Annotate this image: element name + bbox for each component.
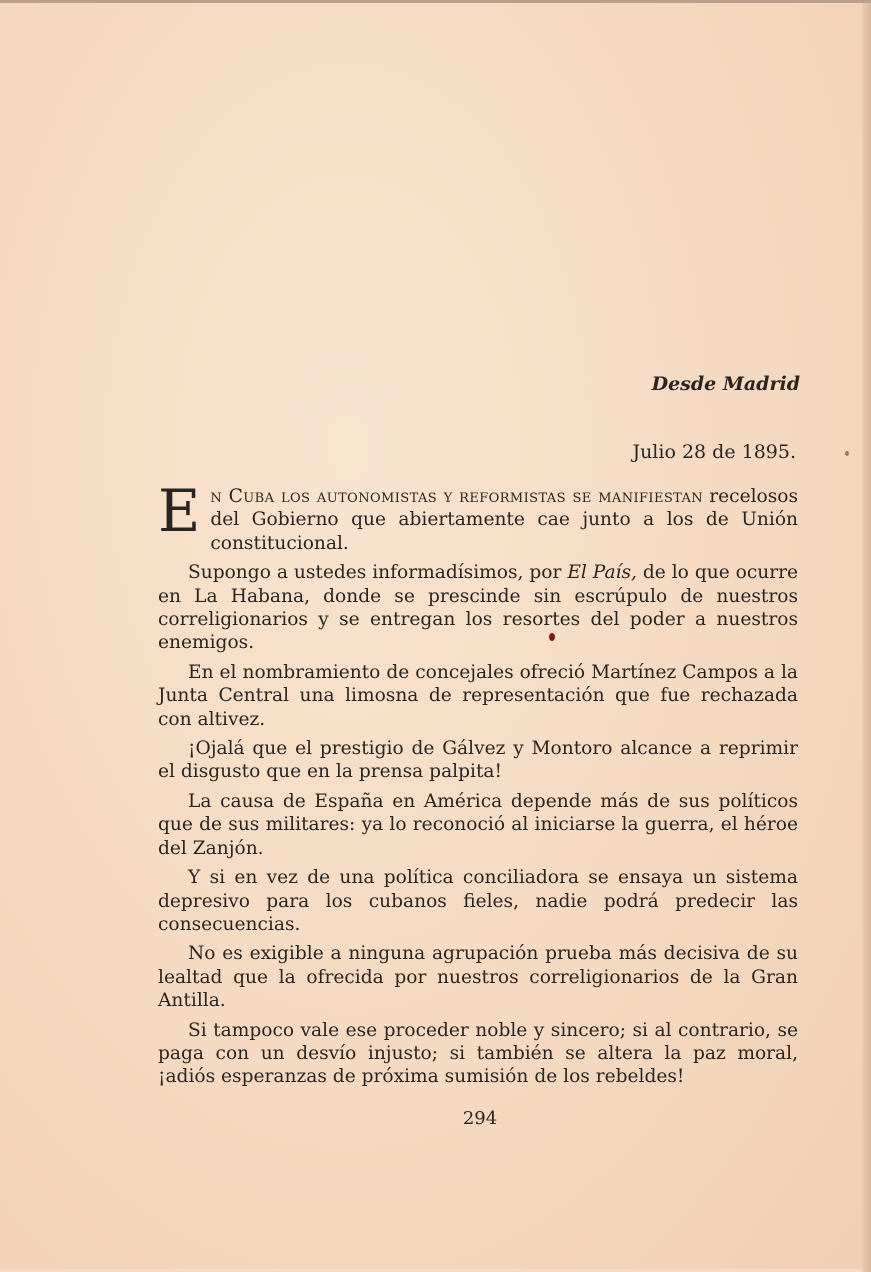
section-heading: Desde Madrid	[651, 373, 800, 395]
paragraph-3: En el nombramiento de concejales ofreció Martínez Campos a la Junta Central una limosna de representación que fue rechazada con altivez.	[158, 661, 798, 730]
paragraph-2	[158, 561, 798, 655]
paragraph-6: Y si en vez de una política conciliadora se ensaya un sistema depresivo para los cubanos fieles, nadie podrá predecir las consecuencias.	[158, 867, 798, 935]
newspaper-title: El País,	[567, 562, 637, 584]
paragraph-7: No es exigible a ninguna agrupación prueba más decisiva de su lealtad que la ofrecida por nuestros correligionarios de la Gran Antilla.	[158, 943, 798, 1012]
opening-smallcaps: n Cuba los autonomistas y reformistas se manifiestan	[210, 486, 704, 507]
page-edge-shadow	[862, 3, 871, 1272]
letter-body	[158, 477, 799, 1095]
drop-cap: E	[158, 477, 201, 545]
paragraph-1	[158, 477, 798, 555]
paragraph-5: La causa de España en América depende más de sus políticos que de sus militares: ya lo reconoció al iniciarse la guerra, el héroe del Zanjón.	[158, 790, 798, 859]
page-number: 294	[462, 1108, 498, 1129]
dateline: Julio 28 de 1895.	[632, 441, 796, 463]
paragraph-4: ¡Ojalá que el prestigio de Gálvez y Montoro alcance a reprimir el disgusto que en la prensa palpita!	[158, 738, 798, 783]
paragraph-1-rest: recelosos del Gobierno que abiertamente cae junto a los de Unión constitucional.	[210, 486, 798, 554]
paragraph-2-before: Supongo a ustedes informadísimos, por	[188, 562, 568, 584]
paragraph-2-after: de lo que ocurre en La Habana, donde se prescinde sin escrúpulo de nuestros correligionarios y se entregan los resortes del poder a nuestros enemigos.	[158, 562, 799, 654]
ink-spot	[845, 451, 849, 456]
paragraph-8: Si tampoco vale ese proceder noble y sincero; si al contrario, se paga con un desvío injusto; si también se altera la paz moral, ¡adiós esperanzas de próxima sumisión de los rebeldes!	[158, 1019, 798, 1088]
ink-spot	[549, 633, 555, 641]
